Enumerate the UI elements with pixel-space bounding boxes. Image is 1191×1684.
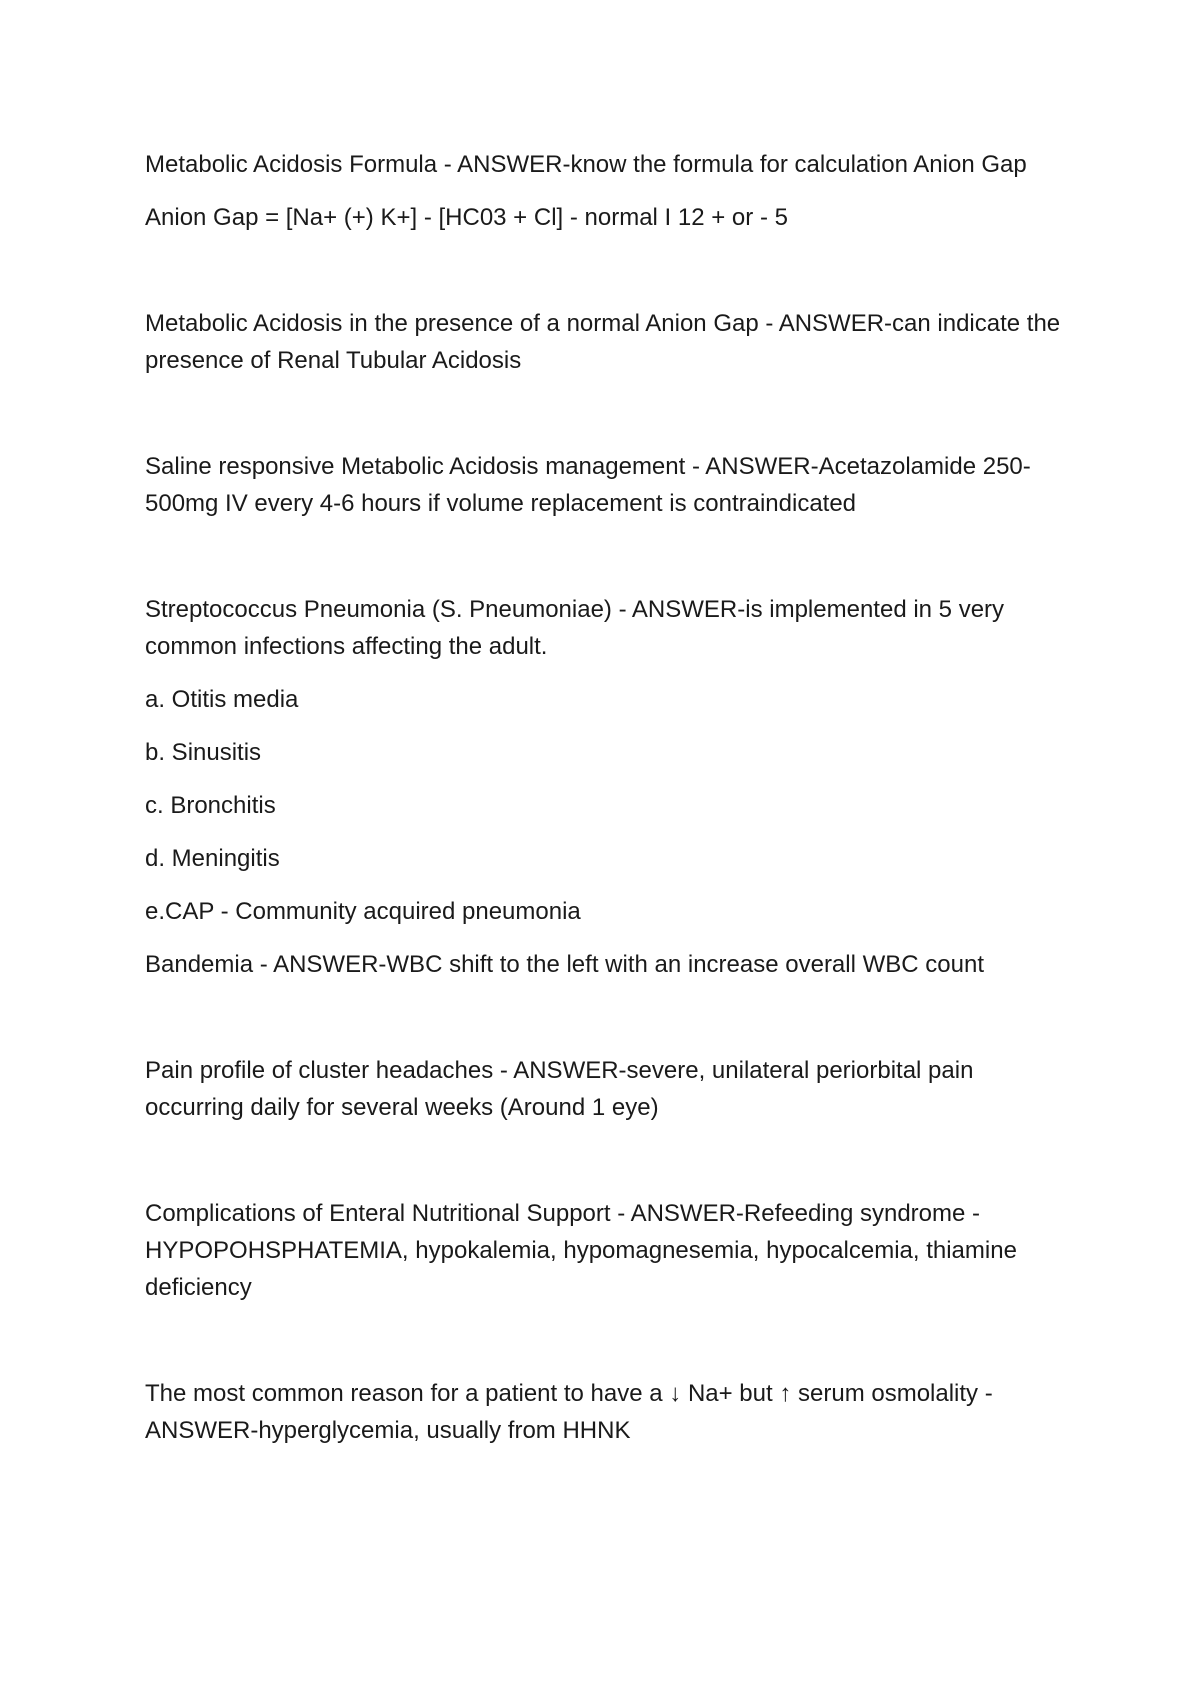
list-item: b. Sinusitis	[145, 739, 262, 766]
flashcard-serum-osmolality: The most common reason for a patient to have a ↓ Na+ but ↑ serum osmolality - ANSWER-hyperglycemia, usually from HHNK	[145, 1380, 993, 1444]
flashcard-normal-anion-gap: Metabolic Acidosis in the presence of a normal Anion Gap - ANSWER-can indicate the presence of Renal Tubular Acidosis	[145, 310, 1061, 374]
flashcard-streptococcus: Streptococcus Pneumonia (S. Pneumoniae) - ANSWER-is implemented in 5 very common infections affecting the adult.	[145, 596, 1005, 660]
list-item: d. Meningitis	[145, 845, 280, 872]
flashcard-cluster-headaches: Pain profile of cluster headaches - ANSWER-severe, unilateral periorbital pain occurring daily for several weeks (Around 1 eye)	[145, 1057, 974, 1121]
document-body	[145, 146, 1075, 1449]
list-item: a. Otitis media	[145, 686, 299, 713]
list-item: c. Bronchitis	[145, 792, 276, 819]
list-item: e.CAP - Community acquired pneumonia	[145, 898, 581, 925]
flashcard-metabolic-acidosis-formula: Metabolic Acidosis Formula - ANSWER-know the formula for calculation Anion Gap	[145, 151, 1027, 178]
flashcard-bandemia: Bandemia - ANSWER-WBC shift to the left with an increase overall WBC count	[145, 951, 984, 978]
flashcard-saline-responsive: Saline responsive Metabolic Acidosis management - ANSWER-Acetazolamide 250-500mg IV every 4-6 hours if volume replacement is contraindicated	[145, 453, 1031, 517]
anion-gap-equation: Anion Gap = [Na+ (+) K+] - [HC03 + Cl] - normal I 12 + or - 5	[145, 204, 788, 231]
flashcard-enteral-nutrition: Complications of Enteral Nutritional Support - ANSWER-Refeeding syndrome - HYPOPOHSPHATEMIA, hypokalemia, hypomagnesemia, hypocalcemia, thiamine deficiency	[145, 1200, 1017, 1301]
